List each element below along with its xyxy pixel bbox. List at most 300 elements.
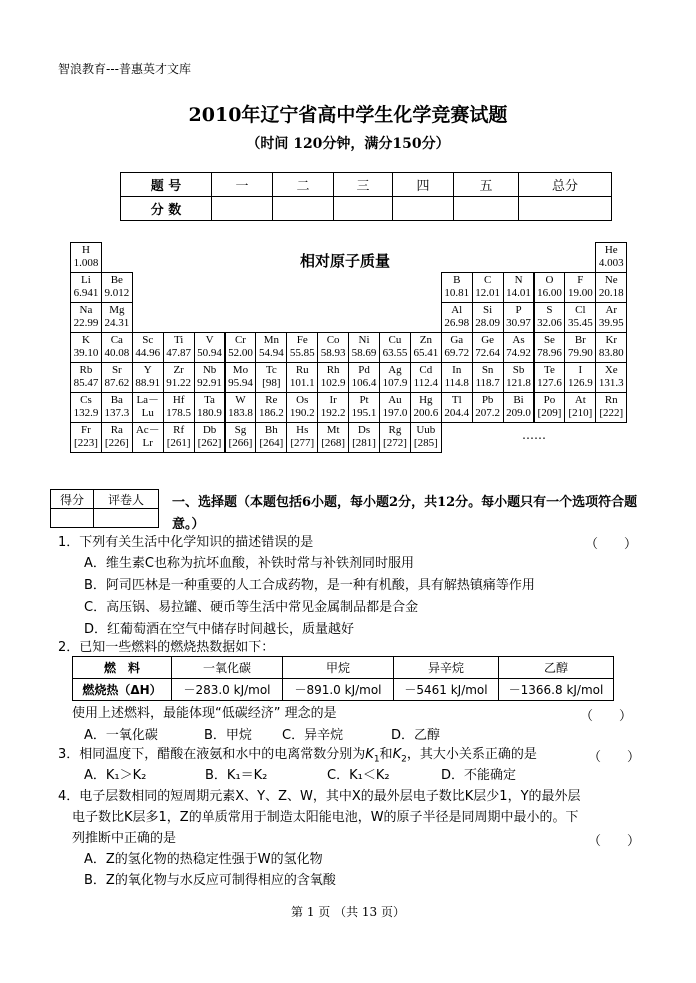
element-mass: 40.08 — [104, 347, 130, 359]
element-symbol: Cs — [80, 394, 92, 406]
element-symbol: Rh — [326, 364, 340, 376]
element-cell — [163, 362, 195, 393]
element-cell — [70, 332, 102, 363]
element-symbol: Tl — [451, 394, 462, 406]
heat-value: －891.0 kJ/mol — [283, 679, 394, 701]
element-mass: 50.94 — [197, 347, 222, 359]
element-cell — [194, 422, 226, 453]
element-mass: 32.06 — [537, 317, 562, 329]
element-symbol: Na — [79, 304, 93, 316]
element-mass: 24.31 — [104, 317, 130, 329]
element-cell — [317, 422, 349, 453]
element-symbol: Fe — [296, 334, 308, 346]
element-cell — [70, 392, 102, 423]
element-cell — [225, 422, 257, 453]
element-cell — [70, 422, 102, 453]
periodic-table — [70, 242, 626, 452]
element-mass: 10.81 — [444, 287, 470, 299]
element-mass: 72.64 — [475, 347, 500, 359]
grader-row — [51, 509, 159, 528]
element-symbol: Zn — [419, 334, 432, 346]
element-symbol: Se — [543, 334, 555, 346]
element-symbol: Hg — [419, 394, 433, 406]
element-symbol: Db — [202, 424, 217, 436]
element-symbol: F — [577, 274, 584, 286]
element-mass: 114.8 — [444, 377, 469, 389]
element-symbol: Cl — [575, 304, 586, 316]
element-symbol: Bh — [264, 424, 278, 436]
element-cell — [472, 392, 504, 423]
q2-option: B．甲烷 — [204, 728, 252, 743]
element-symbol: Rb — [79, 364, 93, 376]
element-mass: [222] — [599, 407, 624, 419]
q2-option: A．一氧化碳 — [84, 728, 158, 743]
element-symbol: Ca — [110, 334, 123, 346]
element-symbol: V — [205, 334, 214, 346]
element-symbol: As — [512, 334, 525, 346]
element-symbol: Y — [143, 364, 152, 376]
grader-row — [51, 490, 159, 509]
element-mass: 183.8 — [228, 407, 253, 419]
score-table-row — [121, 173, 612, 197]
score-col: 一 — [212, 173, 273, 197]
element-mass: 28.09 — [475, 317, 500, 329]
element-mass: 209.0 — [506, 407, 531, 419]
element-cell — [379, 362, 411, 393]
element-cell — [286, 422, 318, 453]
element-symbol: Re — [265, 394, 278, 406]
element-symbol: Hf — [172, 394, 185, 406]
element-symbol: Xe — [604, 364, 618, 376]
element-cell — [379, 422, 411, 453]
element-mass: 186.2 — [258, 407, 284, 419]
q3-stem-b: 和 — [379, 747, 393, 762]
element-cell — [163, 422, 195, 453]
element-symbol: Uub — [416, 424, 436, 436]
score-col: 五 — [454, 173, 519, 197]
element-cell — [595, 392, 627, 423]
element-mass: 55.85 — [289, 347, 315, 359]
q2-option: C．异辛烷 — [282, 728, 344, 743]
element-symbol: Ba — [110, 394, 123, 406]
element-mass: 207.2 — [475, 407, 500, 419]
element-cell — [379, 332, 411, 363]
element-mass: 39.10 — [73, 347, 99, 359]
element-mass: 121.8 — [506, 377, 531, 389]
q1-stem: 1．下列有关生活中化学知识的描述错误的是 — [58, 535, 314, 550]
heat-value: －283.0 kJ/mol — [172, 679, 283, 701]
element-mass: [264] — [259, 437, 284, 449]
element-cell — [70, 362, 102, 393]
element-mass: 88.91 — [135, 377, 161, 389]
q3-stem-c: ，其大小关系正确的是 — [406, 747, 537, 762]
element-mass: 9.012 — [104, 287, 130, 299]
element-mass: [226] — [104, 437, 129, 449]
element-symbol: Li — [81, 274, 91, 286]
element-symbol: Co — [326, 334, 340, 346]
element-symbol: Sr — [111, 364, 122, 376]
score-cell — [334, 197, 393, 221]
element-cell — [595, 272, 627, 303]
element-symbol: N — [514, 274, 523, 286]
element-symbol: Pb — [481, 394, 494, 406]
element-cell — [194, 332, 226, 363]
fuel-name: 甲烷 — [283, 657, 394, 679]
element-symbol: Cu — [388, 334, 402, 346]
element-symbol: Sc — [142, 334, 154, 346]
element-symbol: Ag — [388, 364, 402, 376]
element-mass: [272] — [383, 437, 407, 449]
element-cell — [286, 392, 318, 423]
q3-stem-a: 3．相同温度下，醋酸在液氨和水中的电离常数分别为 — [58, 747, 366, 762]
score-cell — [454, 197, 519, 221]
element-symbol: Pd — [358, 364, 370, 376]
element-symbol: Ta — [204, 394, 215, 406]
element-cell — [225, 362, 257, 393]
element-mass: 58.69 — [351, 347, 377, 359]
element-mass: 91.22 — [166, 377, 191, 389]
q1-option: A．维生素C也称为抗坏血酸，补铁时常与补铁剂同时服用 — [84, 556, 414, 571]
element-symbol: Sn — [481, 364, 494, 376]
score-col: 总分 — [519, 173, 612, 197]
element-mass: 65.41 — [413, 347, 439, 359]
answer-paren: （ ） — [585, 537, 638, 552]
element-symbol: Mt — [326, 424, 340, 436]
q1-option: C．高压锅、易拉罐、硬币等生活中常见金属制品都是合金 — [84, 600, 419, 615]
element-mass: 83.80 — [598, 347, 624, 359]
element-mass: 4.003 — [598, 257, 624, 269]
periodic-table-ellipsis: …… — [522, 428, 546, 442]
element-mass: [210] — [568, 407, 593, 419]
element-symbol: Rg — [388, 424, 402, 436]
element-cell — [379, 392, 411, 423]
element-mass: 197.0 — [382, 407, 408, 419]
element-mass: 102.9 — [320, 377, 346, 389]
element-mass: 14.01 — [506, 287, 531, 299]
q3-option: C．K₁＜K₂ — [327, 768, 390, 783]
element-cell — [441, 302, 473, 333]
element-mass: 87.62 — [104, 377, 130, 389]
element-cell — [595, 332, 627, 363]
q4-option: A．Z的氢化物的热稳定性强于W的氢化物 — [84, 852, 323, 867]
element-cell — [70, 242, 102, 273]
element-symbol: Ac－ — [135, 424, 160, 436]
element-symbol: Mn — [263, 334, 279, 346]
element-mass: Lu — [141, 407, 154, 419]
element-cell — [595, 242, 627, 273]
score-cell — [212, 197, 273, 221]
q4-option: B．Z的氧化物与水反应可制得相应的含氧酸 — [84, 873, 336, 888]
element-cell — [564, 332, 596, 363]
element-symbol: Ga — [450, 334, 464, 346]
element-mass: 127.6 — [537, 377, 562, 389]
element-symbol: Sb — [512, 364, 525, 376]
element-symbol: Hs — [296, 424, 309, 436]
element-cell — [441, 272, 473, 303]
heat-label: 燃烧热（ΔH） — [73, 679, 172, 701]
element-symbol: H — [81, 244, 90, 256]
element-mass: [261] — [166, 437, 191, 449]
element-cell — [132, 422, 164, 453]
element-cell — [286, 362, 318, 393]
element-mass: 30.97 — [506, 317, 531, 329]
element-symbol: Ti — [173, 334, 184, 346]
element-cell — [503, 392, 535, 423]
q3-option: D．不能确定 — [441, 768, 517, 783]
element-symbol: In — [452, 364, 462, 376]
element-symbol: Ru — [295, 364, 309, 376]
element-cell — [348, 332, 380, 363]
element-symbol: Kr — [605, 334, 618, 346]
element-mass: 118.7 — [475, 377, 500, 389]
element-cell — [286, 332, 318, 363]
heat-value: －1366.8 kJ/mol — [499, 679, 614, 701]
exam-title: 2010年辽宁省高中学生化学竞赛试题 — [188, 104, 508, 126]
element-mass: 78.96 — [537, 347, 562, 359]
score-col: 二 — [273, 173, 334, 197]
element-symbol: Po — [543, 394, 556, 406]
element-symbol: K — [81, 334, 90, 346]
element-mass: 190.2 — [289, 407, 315, 419]
fuel-name: 异辛烷 — [394, 657, 499, 679]
element-mass: 74.92 — [506, 347, 531, 359]
element-mass: Lr — [142, 437, 153, 449]
element-symbol: Sg — [234, 424, 247, 436]
element-mass: 52.00 — [228, 347, 253, 359]
element-cell — [441, 332, 473, 363]
element-symbol: Au — [388, 394, 402, 406]
element-cell — [255, 392, 287, 423]
element-symbol: Rn — [604, 394, 618, 406]
element-cell — [564, 362, 596, 393]
element-cell — [70, 272, 102, 303]
exam-subtitle: （时间 120分钟，满分150分） — [246, 136, 450, 152]
element-mass: 101.1 — [289, 377, 315, 389]
element-mass: 47.87 — [166, 347, 191, 359]
element-symbol: Bi — [513, 394, 524, 406]
element-symbol: Cd — [419, 364, 433, 376]
element-cell — [70, 302, 102, 333]
element-symbol: Os — [296, 394, 309, 406]
element-symbol: At — [574, 394, 586, 406]
element-mass: 22.99 — [73, 317, 99, 329]
element-cell — [132, 392, 164, 423]
grader-name-label: 评卷人 — [94, 490, 159, 509]
element-mass: 112.4 — [413, 377, 438, 389]
element-cell — [194, 392, 226, 423]
element-cell — [101, 392, 133, 423]
element-symbol: Pt — [359, 394, 369, 406]
element-mass: 132.9 — [73, 407, 99, 419]
element-mass: 69.72 — [444, 347, 470, 359]
score-col: 四 — [393, 173, 454, 197]
element-symbol: He — [604, 244, 618, 256]
grader-table — [50, 489, 159, 528]
fuel-label: 燃 料 — [73, 657, 172, 679]
element-mass: 54.94 — [258, 347, 284, 359]
element-cell — [410, 362, 442, 393]
element-cell — [564, 272, 596, 303]
element-cell — [225, 392, 257, 423]
answer-paren: （ ） — [588, 834, 641, 849]
element-cell — [564, 392, 596, 423]
fuel-name: 乙醇 — [499, 657, 614, 679]
element-cell — [503, 302, 535, 333]
element-mass: [281] — [352, 437, 376, 449]
element-cell — [472, 332, 504, 363]
element-cell — [534, 362, 566, 393]
q4-line: 4．电子层数相同的短周期元素X、Y、Z、W，其中X的最外层电子数比K层少1，Y的最外层 — [58, 789, 581, 804]
element-cell — [132, 362, 164, 393]
element-symbol: Te — [544, 364, 555, 376]
score-row2-label: 分 数 — [121, 197, 212, 221]
element-mass: 6.941 — [73, 287, 99, 299]
element-mass: 26.98 — [444, 317, 470, 329]
element-mass: 131.3 — [598, 377, 624, 389]
element-mass: [98] — [262, 377, 281, 389]
element-symbol: Nb — [202, 364, 217, 376]
element-cell — [101, 302, 133, 333]
element-symbol: C — [483, 274, 492, 286]
answer-paren: （ ） — [580, 709, 633, 724]
element-cell — [101, 362, 133, 393]
element-cell — [255, 422, 287, 453]
element-cell — [317, 332, 349, 363]
q2-question: 使用上述燃料，最能体现“低碳经济” 理念的是 — [72, 706, 337, 721]
element-cell — [132, 332, 164, 363]
element-cell — [472, 362, 504, 393]
element-cell — [101, 332, 133, 363]
element-cell — [534, 332, 566, 363]
element-cell — [317, 362, 349, 393]
element-cell — [317, 392, 349, 423]
element-mass: 126.9 — [567, 377, 593, 389]
grader-score-label: 得分 — [51, 490, 94, 509]
element-cell — [534, 302, 566, 333]
element-mass: 12.01 — [475, 287, 500, 299]
element-cell — [101, 272, 133, 303]
element-mass: 200.6 — [413, 407, 439, 419]
element-symbol: Ne — [604, 274, 618, 286]
element-cell — [441, 362, 473, 393]
element-cell — [503, 272, 535, 303]
element-symbol: Fr — [81, 424, 91, 436]
element-cell — [410, 332, 442, 363]
element-mass: [285] — [413, 437, 438, 449]
score-cell — [393, 197, 454, 221]
periodic-table-title: 相对原子质量 — [300, 252, 391, 270]
score-table-row — [121, 197, 612, 221]
q3-stem: 3．相同温度下，醋酸在液氨和水中的电离常数分别为$K_1$和$K_2$，其大小关系正确的是 — [58, 747, 537, 765]
element-mass: [262] — [197, 437, 222, 449]
element-mass: 20.18 — [598, 287, 624, 299]
element-cell — [410, 392, 442, 423]
q4-line: 电子数比K层多1，Z的单质常用于制造太阳能电池，W的原子半径是同周期中最小的。下 — [72, 810, 579, 825]
element-mass: 58.93 — [320, 347, 346, 359]
element-cell — [534, 392, 566, 423]
grader-cell — [94, 509, 159, 528]
element-cell — [503, 332, 535, 363]
element-mass: 95.94 — [228, 377, 253, 389]
element-mass: 63.55 — [382, 347, 408, 359]
element-symbol: Si — [483, 304, 493, 316]
element-mass: 39.95 — [598, 317, 624, 329]
element-mass: 178.5 — [166, 407, 191, 419]
element-mass: 35.45 — [567, 317, 593, 329]
fuel-name: 一氧化碳 — [172, 657, 283, 679]
element-cell — [534, 272, 566, 303]
fuel-row — [73, 657, 614, 679]
element-mass: 137.3 — [104, 407, 130, 419]
element-symbol: Mo — [232, 364, 249, 376]
element-mass: 204.4 — [444, 407, 470, 419]
element-symbol: Cr — [234, 334, 246, 346]
element-cell — [441, 392, 473, 423]
element-cell — [163, 392, 195, 423]
element-mass: [277] — [290, 437, 315, 449]
element-symbol: W — [235, 394, 246, 406]
element-mass: 16.00 — [537, 287, 562, 299]
element-symbol: Ge — [481, 334, 495, 346]
element-cell — [163, 332, 195, 363]
element-mass: [268] — [321, 437, 346, 449]
element-symbol: Tc — [265, 364, 277, 376]
element-mass: 192.2 — [320, 407, 346, 419]
element-symbol: Ir — [329, 394, 337, 406]
element-mass: [209] — [537, 407, 562, 419]
element-cell — [472, 272, 504, 303]
element-cell — [101, 422, 133, 453]
element-cell — [595, 362, 627, 393]
element-mass: 180.9 — [197, 407, 222, 419]
q2-option: D．乙醇 — [391, 728, 441, 743]
element-cell — [194, 362, 226, 393]
element-symbol: Br — [574, 334, 586, 346]
element-symbol: Be — [110, 274, 123, 286]
score-table — [120, 172, 612, 221]
answer-paren: （ ） — [588, 750, 641, 765]
element-symbol: Ni — [358, 334, 370, 346]
section1-heading: 一、选择题（本题包括6小题，每小题2分，共12分。每小题只有一个选项符合题意。） — [172, 495, 638, 532]
score-cell — [273, 197, 334, 221]
element-symbol: Zr — [173, 364, 184, 376]
element-cell — [255, 362, 287, 393]
q3-option: A．K₁＞K₂ — [84, 768, 147, 783]
element-mass: 106.4 — [351, 377, 377, 389]
element-cell — [225, 332, 257, 363]
q3-option: B．K₁＝K₂ — [205, 768, 268, 783]
element-mass: 92.91 — [197, 377, 222, 389]
q2-stem: 2．已知一些燃料的燃烧热数据如下： — [58, 640, 275, 655]
q4-line: 列推断中正确的是 — [72, 831, 177, 846]
element-symbol: Ar — [605, 304, 618, 316]
element-cell — [255, 332, 287, 363]
page-footer: 第 1 页 （共 13 页） — [291, 905, 405, 919]
fuel-row — [73, 679, 614, 701]
element-cell — [595, 302, 627, 333]
element-mass: 85.47 — [73, 377, 99, 389]
q1-option: D．红葡萄酒在空气中储存时间越长，质量越好 — [84, 622, 355, 637]
element-mass: 79.90 — [567, 347, 593, 359]
element-mass: 1.008 — [73, 257, 99, 269]
element-symbol: La－ — [136, 394, 160, 406]
score-cell — [519, 197, 612, 221]
fuel-table — [72, 656, 614, 701]
score-col: 三 — [334, 173, 393, 197]
element-mass: 19.00 — [567, 287, 593, 299]
element-symbol: P — [515, 304, 522, 316]
header-note: 智浪教育---普惠英才文库 — [58, 62, 191, 76]
